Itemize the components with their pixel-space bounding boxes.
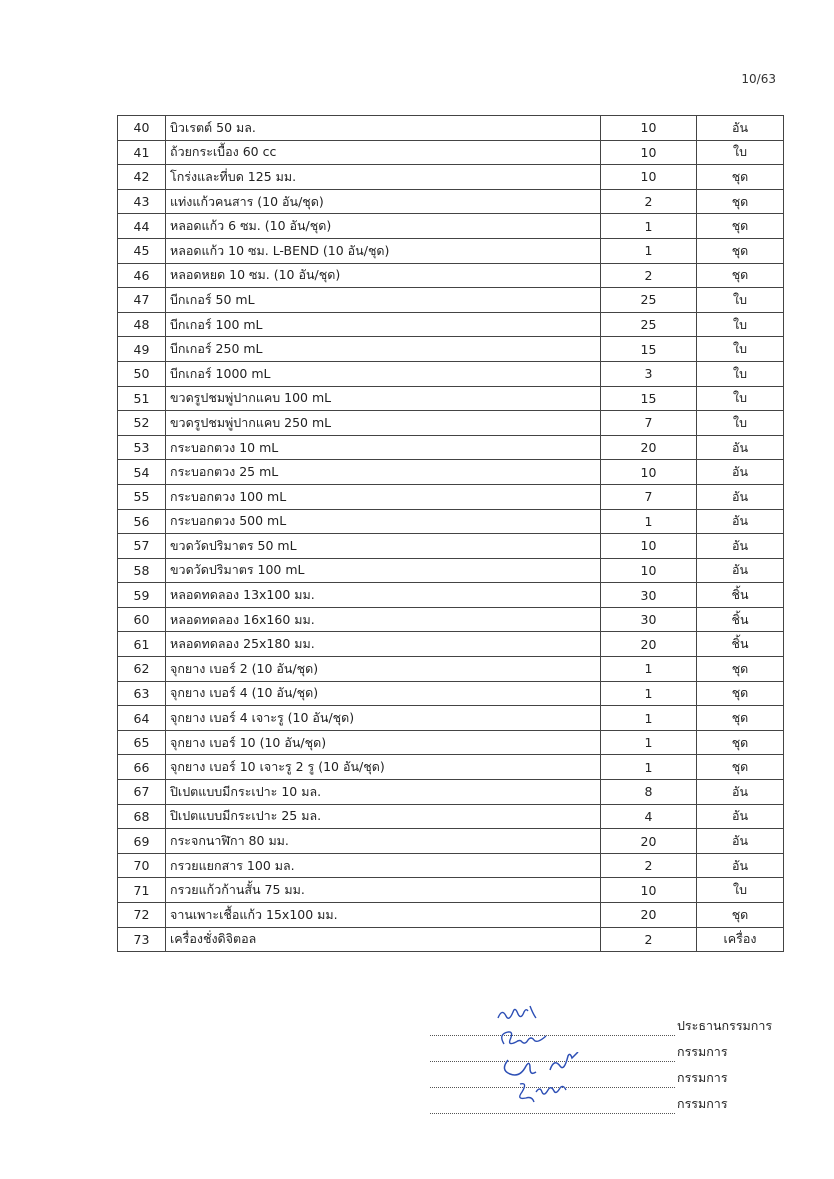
item-number: 58 xyxy=(118,558,166,583)
item-number: 43 xyxy=(118,189,166,214)
item-quantity: 1 xyxy=(601,730,697,755)
table-row xyxy=(118,632,784,657)
item-number: 45 xyxy=(118,238,166,263)
item-quantity: 7 xyxy=(601,411,697,436)
item-unit: ชุด xyxy=(697,189,784,214)
item-description: จานเพาะเชื้อแก้ว 15x100 มม. xyxy=(166,903,601,928)
item-unit: อัน xyxy=(697,460,784,485)
item-number: 44 xyxy=(118,214,166,239)
item-description: บิวเรตต์ 50 มล. xyxy=(166,116,601,141)
item-unit: ชิ้น xyxy=(697,583,784,608)
item-description: บีกเกอร์ 100 mL xyxy=(166,312,601,337)
committee-signatures xyxy=(430,1010,790,1114)
item-quantity: 10 xyxy=(601,558,697,583)
item-description: บีกเกอร์ 1000 mL xyxy=(166,361,601,386)
item-number: 61 xyxy=(118,632,166,657)
item-number: 53 xyxy=(118,435,166,460)
item-quantity: 2 xyxy=(601,853,697,878)
item-unit: ชุด xyxy=(697,263,784,288)
signature-1 xyxy=(490,1000,560,1026)
item-quantity: 3 xyxy=(601,361,697,386)
item-quantity: 1 xyxy=(601,681,697,706)
item-quantity: 30 xyxy=(601,583,697,608)
table-row xyxy=(118,853,784,878)
item-unit: ชุด xyxy=(697,706,784,731)
item-description: หลอดหยด 10 ซม. (10 อัน/ชุด) xyxy=(166,263,601,288)
item-quantity: 1 xyxy=(601,755,697,780)
table-row xyxy=(118,509,784,534)
item-description: หลอดแก้ว 10 ซม. L-BEND (10 อัน/ชุด) xyxy=(166,238,601,263)
table-row xyxy=(118,435,784,460)
item-quantity: 2 xyxy=(601,927,697,952)
item-description: ขวดวัดปริมาตร 100 mL xyxy=(166,558,601,583)
item-quantity: 4 xyxy=(601,804,697,829)
item-number: 51 xyxy=(118,386,166,411)
item-number: 67 xyxy=(118,780,166,805)
committee-role: กรรมการ xyxy=(677,1044,728,1059)
page-number: 10/63 xyxy=(741,72,776,86)
table-row xyxy=(118,460,784,485)
item-quantity: 10 xyxy=(601,460,697,485)
item-unit: อัน xyxy=(697,780,784,805)
item-description: โกร่งและที่บด 125 มม. xyxy=(166,165,601,190)
table-row xyxy=(118,829,784,854)
item-unit: ชิ้น xyxy=(697,632,784,657)
item-number: 70 xyxy=(118,853,166,878)
item-description: จุกยาง เบอร์ 10 เจาะรู 2 รู (10 อัน/ชุด) xyxy=(166,755,601,780)
table-row xyxy=(118,780,784,805)
item-quantity: 25 xyxy=(601,288,697,313)
table-row xyxy=(118,681,784,706)
item-unit: ใบ xyxy=(697,878,784,903)
item-quantity: 1 xyxy=(601,509,697,534)
item-quantity: 20 xyxy=(601,903,697,928)
item-number: 73 xyxy=(118,927,166,952)
item-quantity: 2 xyxy=(601,263,697,288)
item-quantity: 20 xyxy=(601,829,697,854)
item-unit: ใบ xyxy=(697,140,784,165)
item-unit: อัน xyxy=(697,534,784,559)
item-number: 52 xyxy=(118,411,166,436)
item-quantity: 20 xyxy=(601,435,697,460)
item-description: ปิเปตแบบมีกระเปาะ 10 มล. xyxy=(166,780,601,805)
item-number: 60 xyxy=(118,607,166,632)
item-unit: ใบ xyxy=(697,386,784,411)
item-description: กระบอกตวง 10 mL xyxy=(166,435,601,460)
item-unit: ใบ xyxy=(697,361,784,386)
table-row xyxy=(118,657,784,682)
signature-2 xyxy=(490,1026,570,1052)
item-quantity: 25 xyxy=(601,312,697,337)
item-number: 46 xyxy=(118,263,166,288)
item-description: หลอดแก้ว 6 ซม. (10 อัน/ชุด) xyxy=(166,214,601,239)
item-quantity: 15 xyxy=(601,337,697,362)
item-number: 56 xyxy=(118,509,166,534)
table-row xyxy=(118,238,784,263)
table-row xyxy=(118,140,784,165)
item-unit: อัน xyxy=(697,116,784,141)
table-row xyxy=(118,903,784,928)
item-number: 63 xyxy=(118,681,166,706)
item-description: หลอดทดลอง 25x180 มม. xyxy=(166,632,601,657)
item-description: จุกยาง เบอร์ 2 (10 อัน/ชุด) xyxy=(166,657,601,682)
table-row xyxy=(118,312,784,337)
item-number: 59 xyxy=(118,583,166,608)
items-table xyxy=(117,115,784,952)
item-unit: อัน xyxy=(697,829,784,854)
item-description: หลอดทดลอง 16x160 มม. xyxy=(166,607,601,632)
table-row xyxy=(118,927,784,952)
item-quantity: 1 xyxy=(601,657,697,682)
item-description: กระบอกตวง 25 mL xyxy=(166,460,601,485)
item-description: ถ้วยกระเบื้อง 60 cc xyxy=(166,140,601,165)
item-quantity: 15 xyxy=(601,386,697,411)
item-unit: อัน xyxy=(697,435,784,460)
item-description: จุกยาง เบอร์ 4 (10 อัน/ชุด) xyxy=(166,681,601,706)
item-number: 54 xyxy=(118,460,166,485)
item-quantity: 1 xyxy=(601,238,697,263)
item-description: กระบอกตวง 500 mL xyxy=(166,509,601,534)
item-description: กระบอกตวง 100 mL xyxy=(166,484,601,509)
table-row xyxy=(118,263,784,288)
table-row xyxy=(118,288,784,313)
item-quantity: 7 xyxy=(601,484,697,509)
committee-role: กรรมการ xyxy=(677,1096,728,1111)
item-unit: ชุด xyxy=(697,903,784,928)
item-number: 71 xyxy=(118,878,166,903)
item-unit: อัน xyxy=(697,484,784,509)
item-quantity: 10 xyxy=(601,534,697,559)
table-row xyxy=(118,484,784,509)
item-unit: ใบ xyxy=(697,312,784,337)
item-number: 62 xyxy=(118,657,166,682)
item-unit: ใบ xyxy=(697,337,784,362)
item-number: 57 xyxy=(118,534,166,559)
item-unit: ชุด xyxy=(697,730,784,755)
item-description: ปิเปตแบบมีกระเปาะ 25 มล. xyxy=(166,804,601,829)
item-unit: ชุด xyxy=(697,238,784,263)
item-unit: ใบ xyxy=(697,411,784,436)
item-description: จุกยาง เบอร์ 4 เจาะรู (10 อัน/ชุด) xyxy=(166,706,601,731)
table-row xyxy=(118,706,784,731)
item-number: 69 xyxy=(118,829,166,854)
item-quantity: 10 xyxy=(601,878,697,903)
item-unit: เครื่อง xyxy=(697,927,784,952)
item-number: 42 xyxy=(118,165,166,190)
item-number: 66 xyxy=(118,755,166,780)
item-unit: ใบ xyxy=(697,288,784,313)
item-number: 72 xyxy=(118,903,166,928)
signature-line-chairman xyxy=(430,1010,790,1036)
item-description: ขวดวัดปริมาตร 50 mL xyxy=(166,534,601,559)
item-number: 41 xyxy=(118,140,166,165)
item-quantity: 30 xyxy=(601,607,697,632)
signature-line-member-3 xyxy=(430,1088,790,1114)
table-row xyxy=(118,116,784,141)
item-description: เครื่องชั่งดิจิตอล xyxy=(166,927,601,952)
table-row xyxy=(118,189,784,214)
item-number: 49 xyxy=(118,337,166,362)
item-unit: อัน xyxy=(697,558,784,583)
item-quantity: 20 xyxy=(601,632,697,657)
item-number: 68 xyxy=(118,804,166,829)
item-description: กระจกนาฬิกา 80 มม. xyxy=(166,829,601,854)
item-unit: ชิ้น xyxy=(697,607,784,632)
table-row xyxy=(118,534,784,559)
table-row xyxy=(118,214,784,239)
table-row xyxy=(118,337,784,362)
item-description: กรวยแก้วก้านสั้น 75 มม. xyxy=(166,878,601,903)
item-unit: ชุด xyxy=(697,165,784,190)
item-number: 55 xyxy=(118,484,166,509)
table-row xyxy=(118,386,784,411)
table-row xyxy=(118,878,784,903)
table-row xyxy=(118,558,784,583)
item-quantity: 10 xyxy=(601,165,697,190)
item-unit: ชุด xyxy=(697,681,784,706)
item-description: หลอดทดลอง 13x100 มม. xyxy=(166,583,601,608)
item-number: 65 xyxy=(118,730,166,755)
signature-4 xyxy=(490,1078,580,1104)
item-unit: อัน xyxy=(697,853,784,878)
item-description: ขวดรูปชมพู่ปากแคบ 250 mL xyxy=(166,411,601,436)
item-unit: ชุด xyxy=(697,755,784,780)
item-description: จุกยาง เบอร์ 10 (10 อัน/ชุด) xyxy=(166,730,601,755)
committee-role: ประธานกรรมการ xyxy=(677,1018,773,1033)
table-row xyxy=(118,411,784,436)
committee-role: กรรมการ xyxy=(677,1070,728,1085)
item-quantity: 2 xyxy=(601,189,697,214)
table-row xyxy=(118,730,784,755)
item-number: 64 xyxy=(118,706,166,731)
item-description: กรวยแยกสาร 100 มล. xyxy=(166,853,601,878)
signature-line-member-1 xyxy=(430,1036,790,1062)
table-row xyxy=(118,361,784,386)
item-number: 47 xyxy=(118,288,166,313)
signature-line-member-2 xyxy=(430,1062,790,1088)
item-quantity: 8 xyxy=(601,780,697,805)
item-quantity: 1 xyxy=(601,706,697,731)
item-description: ขวดรูปชมพู่ปากแคบ 100 mL xyxy=(166,386,601,411)
item-description: บีกเกอร์ 50 mL xyxy=(166,288,601,313)
item-quantity: 10 xyxy=(601,140,697,165)
table-row xyxy=(118,607,784,632)
table-row xyxy=(118,583,784,608)
item-number: 48 xyxy=(118,312,166,337)
item-unit: ชุด xyxy=(697,657,784,682)
table-row xyxy=(118,165,784,190)
item-number: 40 xyxy=(118,116,166,141)
item-number: 50 xyxy=(118,361,166,386)
item-unit: ชุด xyxy=(697,214,784,239)
item-unit: อัน xyxy=(697,804,784,829)
table-row xyxy=(118,804,784,829)
item-description: บีกเกอร์ 250 mL xyxy=(166,337,601,362)
item-quantity: 1 xyxy=(601,214,697,239)
item-unit: อัน xyxy=(697,509,784,534)
item-description: แท่งแก้วคนสาร (10 อัน/ชุด) xyxy=(166,189,601,214)
table-row xyxy=(118,755,784,780)
item-quantity: 10 xyxy=(601,116,697,141)
